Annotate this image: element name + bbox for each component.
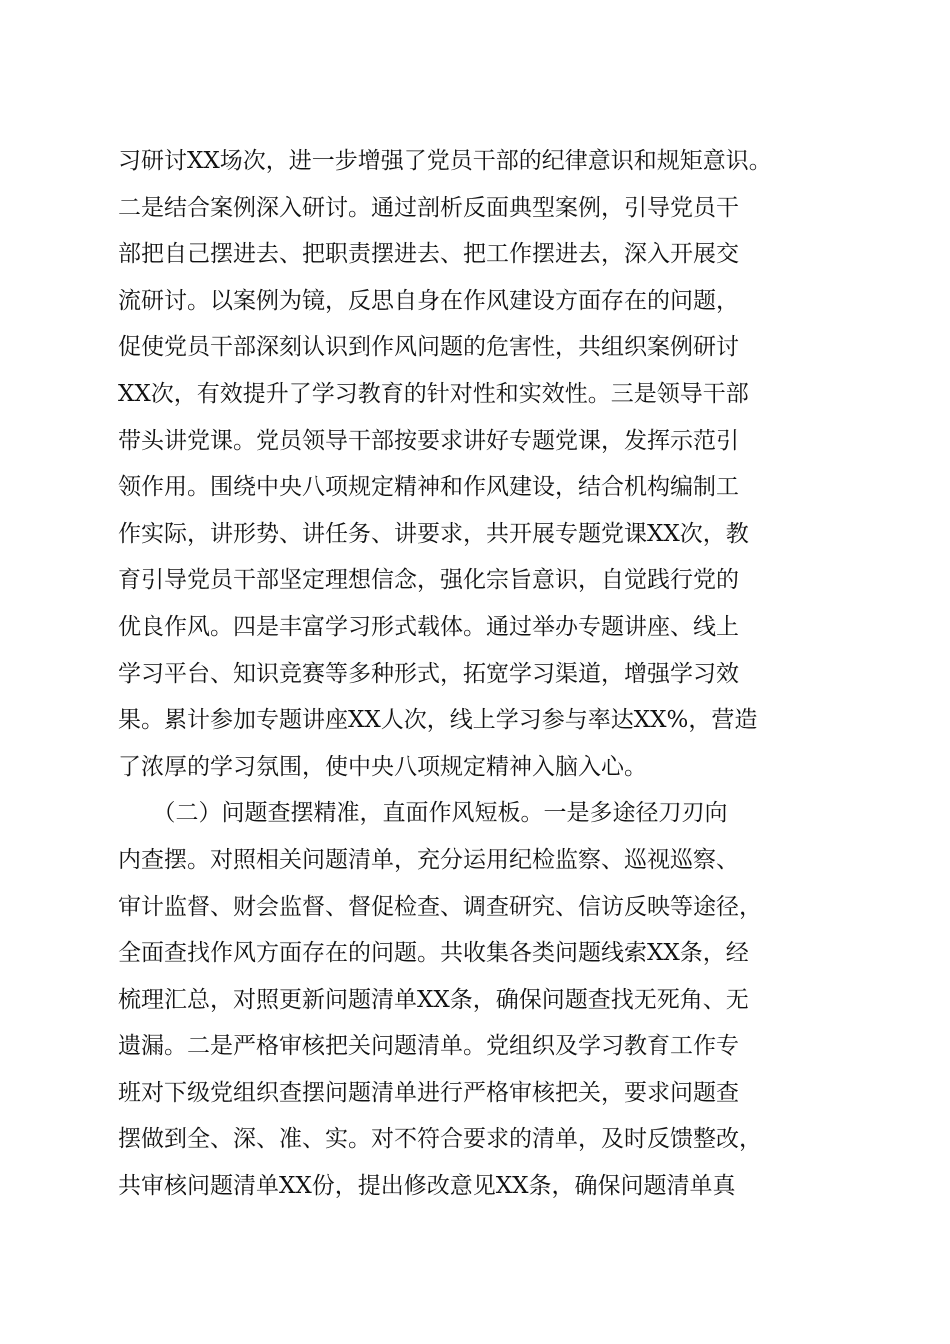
- text-line: 梳理汇总，对照更新问题清单XX条，确保问题查找无死角、无: [118, 986, 749, 1013]
- text-line: 内查摆。对照相关问题清单，充分运用纪检监察、巡视巡察、: [118, 846, 739, 873]
- text-line: 作实际，讲形势、讲任务、讲要求，共开展专题党课XX次，教: [118, 520, 749, 547]
- text-line: 习研讨XX场次，进一步增强了党员干部的纪律意识和规矩意识。: [118, 148, 772, 174]
- text-line: 摆做到全、深、准、实。对不符合要求的清单，及时反馈整改，: [118, 1126, 762, 1153]
- text-line: 流研讨。以案例为镜，反思自身在作风建设方面存在的问题，: [118, 287, 739, 314]
- text-line: 领作用。围绕中央八项规定精神和作风建设，结合机构编制工: [118, 474, 739, 501]
- text-line: 二是结合案例深入研讨。通过剖析反面典型案例，引导党员干: [118, 194, 739, 221]
- text-line: 审计监督、财会监督、督促检查、调查研究、信访反映等途径，: [118, 893, 762, 920]
- text-line: 促使党员干部深刻认识到作风问题的危害性，共组织案例研讨: [118, 334, 739, 361]
- text-line: 遗漏。二是严格审核把关问题清单。党组织及学习教育工作专: [118, 1033, 739, 1060]
- text-line: 果。累计参加专题讲座XX人次，线上学习参与率达XX%，营造: [118, 707, 758, 734]
- text-line: 优良作风。四是丰富学习形式载体。通过举办专题讲座、线上: [118, 613, 739, 640]
- text-line: XX次，有效提升了学习教育的针对性和实效性。三是领导干部: [118, 380, 749, 407]
- text-line: 学习平台、知识竞赛等多种形式，拓宽学习渠道，增强学习效: [118, 660, 739, 687]
- text-line: 带头讲党课。党员领导干部按要求讲好专题党课，发挥示范引: [118, 427, 739, 454]
- section-heading-line: （二）问题查摆精准，直面作风短板。一是多途径刀刃向: [118, 800, 728, 827]
- text-line: 班对下级党组织查摆问题清单进行严格审核把关，要求问题查: [118, 1079, 739, 1106]
- text-line: 全面查找作风方面存在的问题。共收集各类问题线索XX条，经: [118, 940, 749, 967]
- text-line: 部把自己摆进去、把职责摆进去、把工作摆进去，深入开展交: [118, 241, 739, 268]
- text-line: 了浓厚的学习氛围，使中央八项规定精神入脑入心。: [118, 753, 647, 780]
- body-text: [118, 138, 838, 1210]
- text-line: 育引导党员干部坚定理想信念，强化宗旨意识，自觉践行党的: [118, 567, 739, 594]
- text-line: 共审核问题清单XX份，提出修改意见XX条，确保问题清单真: [118, 1173, 736, 1200]
